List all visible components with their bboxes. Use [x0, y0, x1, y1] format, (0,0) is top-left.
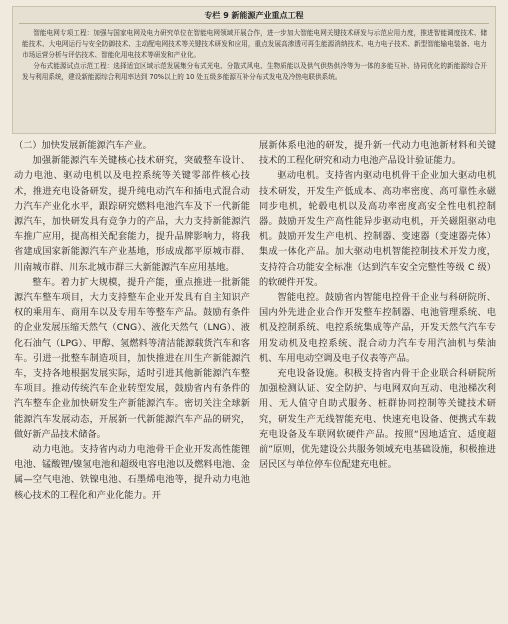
right-column	[259, 138, 496, 472]
body-paragraph: 充电设备设施。积极支持省内骨干企业联合科研院所加强检测认证、安全防护、与电网双向互动、电池梯次利用、无人值守自助式服务、桩群协同控制等关键技术研究，研发生产无线智能充电、快速充电设备、便携式车载充电设备及车联网软硬件产品。按照“因地适宜、适度超前”原则，优先建设公共服务领域充电基础设施，积极推进居民区与单位停车位配建充电桩。	[259, 368, 496, 471]
feature-box-title: 专栏 9 新能源产业重点工程	[204, 11, 304, 20]
left-column	[14, 138, 250, 503]
feature-box-paragraph: 分布式能源试点示范工程：选择适宜区域示范发展集分布式光电、分散式风电、生物质能以及供气供热供冷等为一体的多能互补、协同优化的新能源综合开发与利用系统，建设新能源综合利用率达到 70%以上的 10 处五级多能源互补分布式发电及冷热电联供系统。	[22, 62, 487, 81]
section-heading: （二）加快发展新能源汽车产业。	[14, 140, 152, 151]
body-paragraph: 展新体系电池的研发，提升新一代动力电池新材料和关键技术的工程化研究和动力电池产品设计验证能力。	[259, 140, 496, 167]
body-paragraph: 加强新能源汽车关键核心技术研究，突破整车设计、动力电池、驱动电机以及电控系统等关键零部件核心技术，推进充电设备研发，提升纯电动汽车和插电式混合动力汽车产业化水平，跟踪研究燃料电池汽车及下一代新能源汽车，加快研发具有竞争力的产品，大力支持新能源汽车推广应用，提高相关配套能力，提升品牌影响力，将我省建成国家新能源汽车产业基地，形成成都平原城市群、川南城市群、川东北城市群三大新能源汽车应用基地。	[14, 155, 250, 273]
body-paragraph: 整车。着力扩大规模，提升产能，重点推进一批新能源汽车整车项目，大力支持整车企业开发具有自主知识产权的乘用车、商用车以及专用车等整车产品。鼓励有条件的企业发展压缩天然气（CNG）、液化天然气（LNG）、液化石油气（LPG）、甲醇、氢燃料等清洁能源载货汽车和客车。引进一批整车制造项目，加快推进在川生产新能源汽车，支持各地根据发展实际，适时引进其他新能源汽车整车项目。推动传统汽车企业转型发展，鼓励省内有条件的汽车整车企业加快研发生产新能源汽车。密切关注全球新能源汽车发展动态，开展新一代新能源汽车产品的研究，做好新产品技术储备。	[14, 276, 250, 440]
feature-box-body	[22, 28, 487, 83]
body-paragraph: 驱动电机。支持省内驱动电机骨干企业加大驱动电机技术研发，开发生产低成本、高功率密度、高可靠性永磁同步电机，轮毂电机以及高功率密度高安全性电机控制器。鼓励开发生产高性能异步驱动电机，开关磁阻驱动电机。鼓励开发生产电机、控制器、变速器（变速器壳体）集成一体化产品。加大驱动电机智能控制技术开发力度，支持符合功能安全标准（达到汽车安全完整性等级 C 级）的软硬件开发。	[259, 170, 496, 288]
body-paragraph: 智能电控。鼓励省内智能电控骨干企业与科研院所、国内外先进企业合作开发整车控制器、电池管理系统、电机及控制系统、电控系统集成等产品，开发天然气汽车专用发动机及电控系统、混合动力汽车专用汽油机与柴油机、车用电动空调及电子仪表等产品。	[259, 292, 496, 364]
body-paragraph: 动力电池。支持省内动力电池骨干企业开发高性能锂电池、锰酸锂/镍氢电池和超级电容电池以及燃料电池、金属—空气电池、铁镍电池、石墨烯电池等，提升动力电池核心技术的工程化和产业化能力。开	[14, 444, 250, 501]
feature-box	[12, 6, 496, 134]
feature-box-divider	[19, 23, 489, 24]
feature-box-paragraph: 智能电网专项工程：加强与国家电网及电力研究单位在智能电网领域开展合作，进一步加大智能电网关键技术研发与示范应用力度，推进智能调度技术、储能技术、大电网运行与安全防御技术、主动配电网技术等关键技术研发和应用，重点发展高渗透可再生能源消纳技术、电力电子技术、新型智能输电装备、电力市场运营分析与评估技术、智能化用电技术等研发和产业化。	[22, 29, 487, 59]
